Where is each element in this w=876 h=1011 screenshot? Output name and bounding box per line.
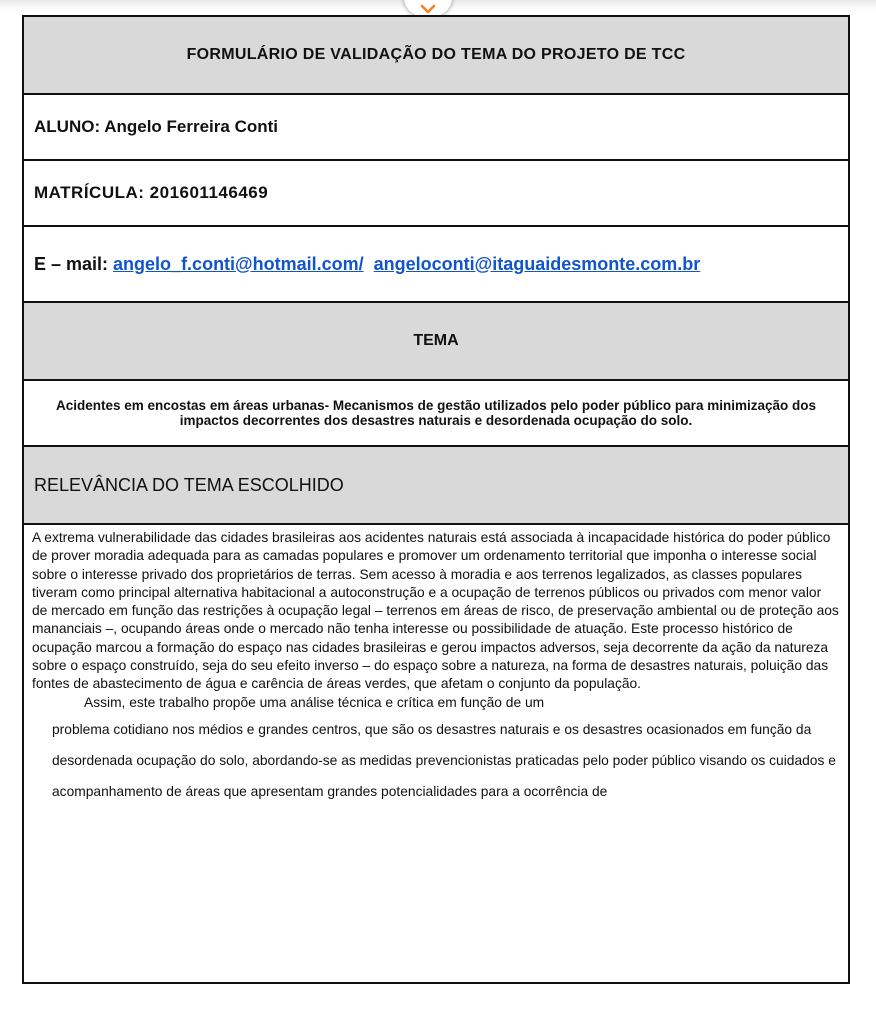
relevance-header-row (24, 447, 848, 525)
relevance-paragraph-1: A extrema vulnerabilidade das cidades brasileiras aos acidentes naturais está associada à incapacidade histórica do poder público de prover moradia adequada para as camadas populares e promover um ordenamento territorial que imponha o interesse social sobre o interesse privado dos proprietários de terras. Sem acesso à moradia e aos terrenos legalizados, as classes populares tiveram como principal alternativa habitacional a autoconstrução e a ocupação de terrenos públicos ou privados com menor valor de mercado em função das restrições à ocupação legal – terrenos em áreas de risco, de preservação ambiental ou de proteção aos mananciais –, ocupando áreas onde o mercado não tenha interesse ou possibilidade de atuação. Este processo histórico de ocupação marcou a formação do espaço nas cidades brasileiras e gerou impactos adversos, seja decorrente da ação da natureza sobre o espaço construído, seja do seu efeito inverso – do espaço sobre a natureza, na forma de desastres naturais, poluição das fontes de abastecimento de água e carência de áreas verdes, que afetam o conjunto da população. (32, 530, 839, 692)
student-row (24, 95, 848, 161)
email-row (24, 227, 848, 303)
relevance-body (24, 525, 848, 807)
registration-row (24, 161, 848, 227)
student-name: ALUNO: Angelo Ferreira Conti (34, 117, 278, 136)
email-link-1[interactable]: angelo_f.conti@hotmail.com/ (113, 253, 364, 274)
theme-header: TEMA (413, 332, 459, 349)
registration-number: MATRÍCULA: 201601146469 (34, 183, 269, 202)
chevron-down-icon (420, 4, 436, 14)
tcc-form (22, 15, 850, 984)
email-link-2[interactable]: angeloconti@itaguaidesmonte.com.br (373, 253, 701, 274)
email-label: E – mail: (34, 253, 109, 274)
theme-text: Acidentes em encostas em áreas urbanas- Mecanismos de gestão utilizados pelo poder público para minimização dos impactos decorrentes dos desastres naturais e desordenada ocupação do solo. (56, 397, 816, 428)
relevance-paragraph-2-start: Assim, este trabalho propõe uma análise técnica e crítica em função de um (84, 694, 545, 710)
theme-header-row (24, 303, 848, 381)
theme-text-row (24, 381, 848, 447)
form-title-row (24, 17, 848, 95)
relevance-header: RELEVÂNCIA DO TEMA ESCOLHIDO (34, 474, 344, 495)
relevance-paragraph-2-rest: problema cotidiano nos médios e grandes centros, que são os desastres naturais e os desastres ocasionados em função da desordenada ocupação do solo, abordando-se as medidas prevencionistas praticadas pelo poder público visando os cuidados e acompanhamento de áreas que apresentam grandes potencialidades para a ocorrência de (52, 721, 836, 799)
form-title: FORMULÁRIO DE VALIDAÇÃO DO TEMA DO PROJETO DE TCC (186, 46, 686, 63)
